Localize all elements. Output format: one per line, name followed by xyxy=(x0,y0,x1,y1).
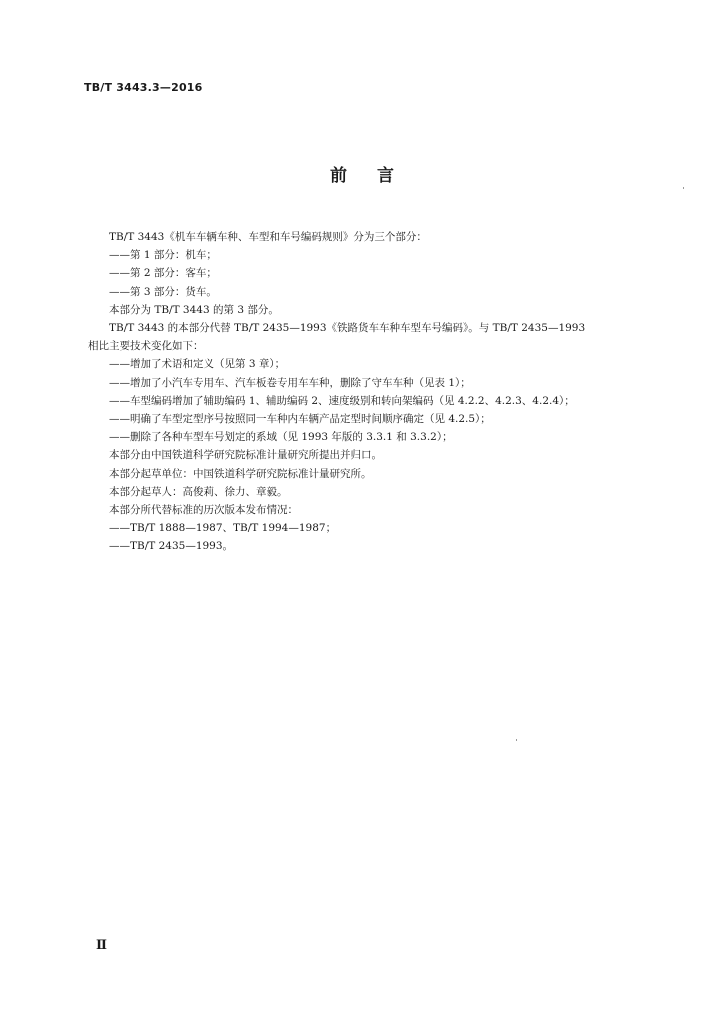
foreword-body xyxy=(88,228,658,556)
foreword-title: 前言 xyxy=(330,166,424,186)
list-item: ——删除了各种车型车号划定的系域（见 1993 年版的 3.3.1 和 3.3.2）； xyxy=(109,431,453,444)
paragraph-line: 本部分为 TB/T 3443 的第 3 部分。 xyxy=(109,303,279,316)
list-item: ——增加了术语和定义（见第 3 章）； xyxy=(109,358,286,371)
paragraph-continuation: 相比主要技术变化如下： xyxy=(88,340,204,353)
list-item: ——车型编码增加了辅助编码 1、辅助编码 2、速度级别和转向架编码（见 4.2.2、4.2.3、4.2.4）； xyxy=(109,394,575,407)
scan-speck xyxy=(516,739,517,741)
scan-speck xyxy=(683,187,684,189)
paragraph-line: 本部分所代替标准的历次版本发布情况： xyxy=(109,504,298,517)
paragraph-line: TB/T 3443 的本部分代替 TB/T 2435—1993《铁路货车车种车型车号编码》。与 TB/T 2435—1993 xyxy=(109,322,586,335)
list-item: ——明确了车型定型序号按照同一车种内车辆产品定型时间顺序确定（见 4.2.5）； xyxy=(109,413,491,426)
paragraph-line: 本部分由中国铁道科学研究院标准计量研究所提出并归口。 xyxy=(109,449,382,462)
paragraph-line: 本部分起草人：高俊莉、徐力、章毅。 xyxy=(109,485,288,498)
list-item: ——TB/T 1888—1987、TB/T 1994—1987； xyxy=(109,522,337,535)
list-item: ——增加了小汽车专用车、汽车板卷专用车车种，删除了守车车种（见表 1）； xyxy=(109,376,471,389)
list-item: ——第 3 部分：货车。 xyxy=(109,285,217,298)
page-number: Ⅱ xyxy=(96,938,107,953)
paragraph-line: 本部分起草单位：中国铁道科学研究院标准计量研究所。 xyxy=(109,467,372,480)
document-standard-number: TB/T 3443.3—2016 xyxy=(84,81,203,94)
paragraph-line: TB/T 3443《机车车辆车种、车型和车号编码规则》分为三个部分： xyxy=(109,231,427,243)
list-item: ——TB/T 2435—1993。 xyxy=(109,540,234,553)
list-item: ——第 1 部分：机车； xyxy=(109,249,217,262)
list-item: ——第 2 部分：客车； xyxy=(109,267,217,280)
